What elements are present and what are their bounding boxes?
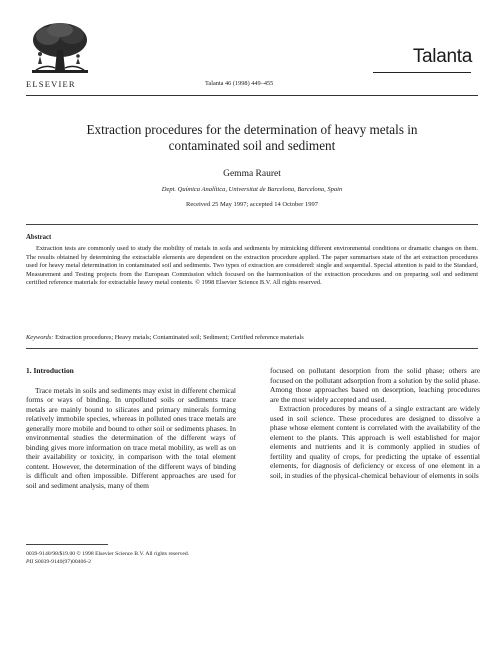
abstract-text: Extraction tests are commonly used to study the mobility of metals in soils and sediments by mimicking different environmental conditions or dramatic changes on them. The results obtained by determining the extractable elements are dependent on the extraction procedure applied. The paper summarises state of the art extraction procedures used for heavy metal determination in contaminated soil and sediments. Two types of extraction are considered: single and sequential. Special attention is paid to the Standard, Measurement and Testing projects from the European Commission which focused on the harmonisation of the extraction procedures and on preparing soil and sediment certified reference materials for extractable heavy metal contents. © 1998 Elsevier Science B.V. All rights reserved.: [26, 245, 478, 287]
abstract-heading: Abstract: [26, 234, 52, 241]
body-left-column: [26, 366, 236, 491]
title-line-1: Extraction procedures for the determination of heavy metals in: [86, 122, 418, 137]
publisher-name: ELSEVIER: [26, 79, 76, 89]
keywords: [26, 334, 478, 343]
footnote-divider: [26, 544, 108, 545]
author: Gemma Rauret: [223, 169, 281, 179]
received-dates: Received 25 May 1997; accepted 14 October 1997: [186, 201, 318, 208]
affiliation: Dept. Química Analítica, Universitat de Barcelona, Barcelona, Spain: [161, 186, 343, 193]
footnote: [26, 550, 189, 566]
keywords-label: Keywords:: [26, 334, 54, 341]
pii-line: [26, 558, 189, 566]
article-title: [26, 122, 478, 154]
pii-label: PII: [26, 559, 34, 565]
journal-underline: [373, 72, 471, 73]
abstract-top-divider: [26, 224, 478, 225]
body-right-column: [270, 366, 480, 481]
section-heading: 1. Introduction: [26, 366, 74, 375]
header-divider: [26, 95, 478, 96]
keywords-text: Extraction procedures; Heavy metals; Contaminated soil; Sediment; Certified reference materials: [53, 334, 304, 341]
body-paragraph: Extraction procedures by means of a single extractant are widely used in soil science. These procedures are designed to dissolve a phase whose element content is correlated with the availability of the element to the plants. This approach is well established for major elements and nutrients and it is commonly applied in studies of fertility and quality of crops, for predicting the uptake of essential elements, for diagnosis of deficiency or excess of one element in a soil, in studies of the physical-chemical behaviour of elements in soils: [270, 404, 480, 481]
title-line-2: contaminated soil and sediment: [168, 138, 336, 153]
pii-value: S0039-9140(97)00406-2: [33, 559, 91, 565]
journal-name: Talanta: [412, 46, 472, 67]
copyright-line: 0039-9140/98/$19.00 © 1998 Elsevier Science B.V. All rights reserved.: [26, 551, 190, 557]
abstract-bottom-divider: [26, 348, 478, 349]
elsevier-tree-logo: [28, 20, 92, 78]
body-paragraph: Trace metals in soils and sediments may exist in different chemical forms or ways of binding. In unpolluted soils or sediments trace metals are mainly bound to silicates and primary minerals forming relatively immobile species, whereas in polluted ones trace metals are generally more mobile and bound to other soil or sediments phases. In environmental studies the determination of the different ways of binding gives more information on trace metal mobility, as well as on their availability or toxicity, in comparison with the total element content. However, the determination of the different ways of binding is difficult and often impossible. Different approaches are used for soil and sediment analysis, many of them: [26, 385, 236, 491]
citation: Talanta 46 (1998) 449–455: [205, 80, 274, 87]
body-paragraph: focused on pollutant desorption from the solid phase; others are focused on the pollutant adsorption from a solution by the solid phase. Among those approaches based on desorption, leaching procedures are the most widely accepted and used.: [270, 366, 480, 404]
tree-logo-icon: [28, 20, 92, 78]
